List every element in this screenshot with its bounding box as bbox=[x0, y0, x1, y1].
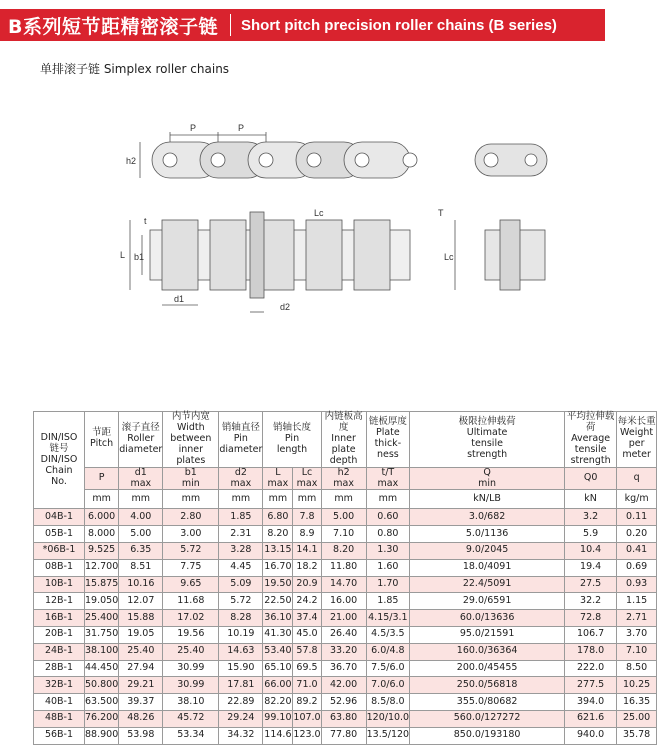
unit-cell: mm bbox=[219, 490, 263, 509]
table-row bbox=[34, 643, 657, 660]
value-cell: 7.8 bbox=[293, 509, 321, 526]
value-cell: 88.900 bbox=[85, 727, 119, 744]
chain-number-cell: 05B-1 bbox=[34, 526, 85, 543]
col-weight: 每米长重 Weight per meter bbox=[617, 412, 657, 468]
label-T: T bbox=[438, 208, 444, 218]
value-cell: 1.85 bbox=[219, 509, 263, 526]
value-cell: 0.69 bbox=[617, 559, 657, 576]
value-cell: 0.41 bbox=[617, 543, 657, 560]
value-cell: 7.5/6.0 bbox=[366, 660, 410, 677]
value-cell: 48.26 bbox=[119, 711, 163, 728]
value-cell: 12.07 bbox=[119, 593, 163, 610]
value-cell: 41.30 bbox=[263, 627, 293, 644]
value-cell: 3.28 bbox=[219, 543, 263, 560]
value-cell: 160.0/36364 bbox=[410, 643, 565, 660]
value-cell: 12.700 bbox=[85, 559, 119, 576]
unit-cell: mm bbox=[293, 490, 321, 509]
table-row bbox=[34, 543, 657, 560]
value-cell: 8.51 bbox=[119, 559, 163, 576]
table-row bbox=[34, 627, 657, 644]
value-cell: 114.6 bbox=[263, 727, 293, 744]
value-cell: 53.34 bbox=[163, 727, 219, 744]
symbol-cell: t/T max bbox=[366, 467, 410, 490]
value-cell: 45.0 bbox=[293, 627, 321, 644]
value-cell: 63.500 bbox=[85, 694, 119, 711]
col-tensile: 极限拉伸载荷 Ultimate tensile strength bbox=[410, 412, 565, 468]
value-cell: 123.0 bbox=[293, 727, 321, 744]
value-cell: 14.1 bbox=[293, 543, 321, 560]
chain-number-cell: 32B-1 bbox=[34, 677, 85, 694]
symbol-cell: Q0 bbox=[565, 467, 617, 490]
chain-number-cell: 24B-1 bbox=[34, 643, 85, 660]
value-cell: 13.5/120 bbox=[366, 727, 410, 744]
value-cell: 850.0/193180 bbox=[410, 727, 565, 744]
value-cell: 2.80 bbox=[163, 509, 219, 526]
value-cell: 19.05 bbox=[119, 627, 163, 644]
value-cell: 5.72 bbox=[219, 593, 263, 610]
table-body bbox=[34, 509, 657, 744]
value-cell: 2.31 bbox=[219, 526, 263, 543]
chain-number-cell: 56B-1 bbox=[34, 727, 85, 744]
value-cell: 4.00 bbox=[119, 509, 163, 526]
value-cell: 355.0/80682 bbox=[410, 694, 565, 711]
value-cell: 50.800 bbox=[85, 677, 119, 694]
value-cell: 5.00 bbox=[119, 526, 163, 543]
label-p1: P bbox=[190, 123, 197, 133]
value-cell: 26.40 bbox=[321, 627, 366, 644]
value-cell: 35.78 bbox=[617, 727, 657, 744]
value-cell: 37.4 bbox=[293, 610, 321, 627]
value-cell: 10.16 bbox=[119, 576, 163, 593]
value-cell: 3.2 bbox=[565, 509, 617, 526]
table-row bbox=[34, 610, 657, 627]
value-cell: 621.6 bbox=[565, 711, 617, 728]
value-cell: 2.71 bbox=[617, 610, 657, 627]
value-cell: 45.72 bbox=[163, 711, 219, 728]
value-cell: 394.0 bbox=[565, 694, 617, 711]
value-cell: 6.80 bbox=[263, 509, 293, 526]
unit-cell: mm bbox=[163, 490, 219, 509]
value-cell: 27.94 bbox=[119, 660, 163, 677]
value-cell: 560.0/127272 bbox=[410, 711, 565, 728]
value-cell: 24.2 bbox=[293, 593, 321, 610]
value-cell: 120/10.0 bbox=[366, 711, 410, 728]
value-cell: 5.09 bbox=[219, 576, 263, 593]
value-cell: 22.89 bbox=[219, 694, 263, 711]
chain-number-cell: 48B-1 bbox=[34, 711, 85, 728]
title-banner bbox=[0, 9, 605, 41]
value-cell: 7.0/6.0 bbox=[366, 677, 410, 694]
chain-number-cell: 28B-1 bbox=[34, 660, 85, 677]
table-row bbox=[34, 694, 657, 711]
value-cell: 42.00 bbox=[321, 677, 366, 694]
value-cell: 16.35 bbox=[617, 694, 657, 711]
value-cell: 89.2 bbox=[293, 694, 321, 711]
value-cell: 29.0/6591 bbox=[410, 593, 565, 610]
value-cell: 6.0/4.8 bbox=[366, 643, 410, 660]
col-chain: DIN/ISO 链号 DIN/ISO Chain No. bbox=[34, 412, 85, 509]
value-cell: 0.93 bbox=[617, 576, 657, 593]
unit-cell: kN bbox=[565, 490, 617, 509]
label-lc-top: Lc bbox=[314, 208, 324, 218]
col-avg: 平均拉伸载荷 Average tensile strength bbox=[565, 412, 617, 468]
value-cell: 3.00 bbox=[163, 526, 219, 543]
title-cn: B系列短节距精密滚子链 bbox=[8, 15, 218, 38]
value-cell: 4.45 bbox=[219, 559, 263, 576]
value-cell: 277.5 bbox=[565, 677, 617, 694]
value-cell: 66.00 bbox=[263, 677, 293, 694]
label-d2: d2 bbox=[280, 302, 291, 312]
value-cell: 36.70 bbox=[321, 660, 366, 677]
unit-cell: mm bbox=[85, 490, 119, 509]
value-cell: 19.4 bbox=[565, 559, 617, 576]
value-cell: 13.15 bbox=[263, 543, 293, 560]
value-cell: 10.19 bbox=[219, 627, 263, 644]
value-cell: 8.20 bbox=[263, 526, 293, 543]
col-width: 内节内宽 Width between inner plates bbox=[163, 412, 219, 468]
value-cell: 3.0/682 bbox=[410, 509, 565, 526]
value-cell: 19.56 bbox=[163, 627, 219, 644]
chain-number-cell: 04B-1 bbox=[34, 509, 85, 526]
unit-cell: kN/LB bbox=[410, 490, 565, 509]
unit-cell: kg/m bbox=[617, 490, 657, 509]
value-cell: 19.050 bbox=[85, 593, 119, 610]
value-cell: 16.00 bbox=[321, 593, 366, 610]
table-row bbox=[34, 711, 657, 728]
value-cell: 1.60 bbox=[366, 559, 410, 576]
value-cell: 7.75 bbox=[163, 559, 219, 576]
value-cell: 72.8 bbox=[565, 610, 617, 627]
label-p2: P bbox=[238, 123, 245, 133]
symbol-cell: q bbox=[617, 467, 657, 490]
chain-number-cell: 20B-1 bbox=[34, 627, 85, 644]
value-cell: 0.60 bbox=[366, 509, 410, 526]
value-cell: 38.10 bbox=[163, 694, 219, 711]
value-cell: 22.50 bbox=[263, 593, 293, 610]
value-cell: 9.65 bbox=[163, 576, 219, 593]
value-cell: 33.20 bbox=[321, 643, 366, 660]
value-cell: 53.98 bbox=[119, 727, 163, 744]
value-cell: 8.20 bbox=[321, 543, 366, 560]
value-cell: 44.450 bbox=[85, 660, 119, 677]
value-cell: 17.81 bbox=[219, 677, 263, 694]
value-cell: 30.99 bbox=[163, 660, 219, 677]
section-subtitle: 单排滚子链 Simplex roller chains bbox=[40, 62, 230, 76]
value-cell: 82.20 bbox=[263, 694, 293, 711]
value-cell: 7.10 bbox=[617, 643, 657, 660]
value-cell: 5.9 bbox=[565, 526, 617, 543]
table-row bbox=[34, 660, 657, 677]
value-cell: 14.70 bbox=[321, 576, 366, 593]
symbol-cell: h2 max bbox=[321, 467, 366, 490]
value-cell: 107.0 bbox=[293, 711, 321, 728]
value-cell: 16.70 bbox=[263, 559, 293, 576]
unit-cell: mm bbox=[119, 490, 163, 509]
label-h2: h2 bbox=[126, 156, 137, 166]
value-cell: 6.35 bbox=[119, 543, 163, 560]
chain-top-view bbox=[130, 212, 545, 312]
value-cell: 11.80 bbox=[321, 559, 366, 576]
value-cell: 1.30 bbox=[366, 543, 410, 560]
value-cell: 1.15 bbox=[617, 593, 657, 610]
label-l: L bbox=[120, 250, 126, 260]
label-b1: b1 bbox=[134, 252, 145, 262]
value-cell: 60.0/13636 bbox=[410, 610, 565, 627]
value-cell: 1.70 bbox=[366, 576, 410, 593]
value-cell: 27.5 bbox=[565, 576, 617, 593]
col-thick: 链板厚度 Plate thick- ness bbox=[366, 412, 410, 468]
table-row bbox=[34, 576, 657, 593]
value-cell: 29.24 bbox=[219, 711, 263, 728]
value-cell: 222.0 bbox=[565, 660, 617, 677]
value-cell: 19.50 bbox=[263, 576, 293, 593]
chain-drawing bbox=[100, 120, 560, 320]
value-cell: 0.11 bbox=[617, 509, 657, 526]
col-pinlen: 销轴长度 Pin length bbox=[263, 412, 321, 468]
value-cell: 95.0/21591 bbox=[410, 627, 565, 644]
value-cell: 30.99 bbox=[163, 677, 219, 694]
value-cell: 10.25 bbox=[617, 677, 657, 694]
chain-number-cell: 10B-1 bbox=[34, 576, 85, 593]
symbol-cell: Q min bbox=[410, 467, 565, 490]
value-cell: 200.0/45455 bbox=[410, 660, 565, 677]
symbol-row bbox=[34, 467, 657, 490]
value-cell: 7.10 bbox=[321, 526, 366, 543]
table-row bbox=[34, 509, 657, 526]
symbol-cell: d2 max bbox=[219, 467, 263, 490]
value-cell: 36.10 bbox=[263, 610, 293, 627]
value-cell: 6.000 bbox=[85, 509, 119, 526]
value-cell: 57.8 bbox=[293, 643, 321, 660]
value-cell: 8.50 bbox=[617, 660, 657, 677]
symbol-cell: d1 max bbox=[119, 467, 163, 490]
value-cell: 31.750 bbox=[85, 627, 119, 644]
table-row bbox=[34, 593, 657, 610]
value-cell: 18.0/4091 bbox=[410, 559, 565, 576]
value-cell: 77.80 bbox=[321, 727, 366, 744]
title-divider bbox=[230, 14, 231, 36]
value-cell: 10.4 bbox=[565, 543, 617, 560]
value-cell: 20.9 bbox=[293, 576, 321, 593]
value-cell: 9.0/2045 bbox=[410, 543, 565, 560]
col-pitch: 节距 Pitch bbox=[85, 412, 119, 468]
value-cell: 25.40 bbox=[163, 643, 219, 660]
chain-side-view bbox=[140, 132, 547, 178]
value-cell: 8.000 bbox=[85, 526, 119, 543]
value-cell: 8.9 bbox=[293, 526, 321, 543]
title-en: Short pitch precision roller chains (B series) bbox=[240, 16, 557, 34]
value-cell: 25.00 bbox=[617, 711, 657, 728]
value-cell: 3.70 bbox=[617, 627, 657, 644]
value-cell: 178.0 bbox=[565, 643, 617, 660]
value-cell: 17.02 bbox=[163, 610, 219, 627]
value-cell: 15.875 bbox=[85, 576, 119, 593]
table-row bbox=[34, 559, 657, 576]
value-cell: 65.10 bbox=[263, 660, 293, 677]
value-cell: 63.80 bbox=[321, 711, 366, 728]
unit-cell: mm bbox=[263, 490, 293, 509]
value-cell: 5.72 bbox=[163, 543, 219, 560]
table-row bbox=[34, 526, 657, 543]
chain-number-cell: 40B-1 bbox=[34, 694, 85, 711]
unit-cell: mm bbox=[321, 490, 366, 509]
value-cell: 8.28 bbox=[219, 610, 263, 627]
value-cell: 38.100 bbox=[85, 643, 119, 660]
symbol-cell: P bbox=[85, 467, 119, 490]
value-cell: 4.15/3.1 bbox=[366, 610, 410, 627]
value-cell: 69.5 bbox=[293, 660, 321, 677]
value-cell: 0.20 bbox=[617, 526, 657, 543]
col-roller: 滚子直径 Roller diameter bbox=[119, 412, 163, 468]
label-lc-right: Lc bbox=[444, 252, 454, 262]
symbol-cell: b1 min bbox=[163, 467, 219, 490]
value-cell: 5.0/1136 bbox=[410, 526, 565, 543]
spec-table bbox=[33, 411, 657, 745]
value-cell: 53.40 bbox=[263, 643, 293, 660]
chain-number-cell: 08B-1 bbox=[34, 559, 85, 576]
value-cell: 71.0 bbox=[293, 677, 321, 694]
value-cell: 250.0/56818 bbox=[410, 677, 565, 694]
table-row bbox=[34, 727, 657, 744]
value-cell: 22.4/5091 bbox=[410, 576, 565, 593]
value-cell: 8.5/8.0 bbox=[366, 694, 410, 711]
chain-number-cell: 16B-1 bbox=[34, 610, 85, 627]
value-cell: 0.80 bbox=[366, 526, 410, 543]
value-cell: 1.85 bbox=[366, 593, 410, 610]
value-cell: 11.68 bbox=[163, 593, 219, 610]
value-cell: 106.7 bbox=[565, 627, 617, 644]
table-row bbox=[34, 677, 657, 694]
unit-cell: mm bbox=[366, 490, 410, 509]
value-cell: 15.90 bbox=[219, 660, 263, 677]
value-cell: 5.00 bbox=[321, 509, 366, 526]
symbol-cell: Lc max bbox=[293, 467, 321, 490]
value-cell: 25.400 bbox=[85, 610, 119, 627]
value-cell: 940.0 bbox=[565, 727, 617, 744]
value-cell: 18.2 bbox=[293, 559, 321, 576]
value-cell: 52.96 bbox=[321, 694, 366, 711]
value-cell: 29.21 bbox=[119, 677, 163, 694]
value-cell: 99.10 bbox=[263, 711, 293, 728]
col-plate: 内链板高度 Inner plate depth bbox=[321, 412, 366, 468]
value-cell: 9.525 bbox=[85, 543, 119, 560]
symbol-cell: L max bbox=[263, 467, 293, 490]
chain-number-cell: 12B-1 bbox=[34, 593, 85, 610]
value-cell: 21.00 bbox=[321, 610, 366, 627]
value-cell: 34.32 bbox=[219, 727, 263, 744]
unit-row bbox=[34, 490, 657, 509]
value-cell: 15.88 bbox=[119, 610, 163, 627]
value-cell: 32.2 bbox=[565, 593, 617, 610]
value-cell: 76.200 bbox=[85, 711, 119, 728]
chain-number-cell: *06B-1 bbox=[34, 543, 85, 560]
value-cell: 4.5/3.5 bbox=[366, 627, 410, 644]
value-cell: 14.63 bbox=[219, 643, 263, 660]
col-pin: 销轴直径 Pin diameter bbox=[219, 412, 263, 468]
label-d1: d1 bbox=[174, 294, 185, 304]
value-cell: 39.37 bbox=[119, 694, 163, 711]
label-t: t bbox=[144, 216, 147, 226]
value-cell: 25.40 bbox=[119, 643, 163, 660]
